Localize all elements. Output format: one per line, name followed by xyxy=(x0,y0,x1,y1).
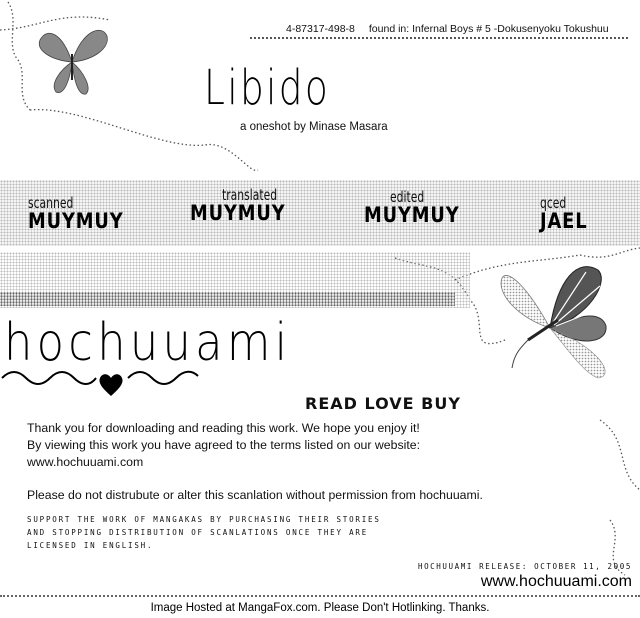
footer-website-link[interactable]: www.hochuuami.com xyxy=(480,573,632,590)
notice-paragraph: Please do not distrubute or alter this scanlation without permission from hochuuami. xyxy=(27,488,483,502)
page-title: Libido xyxy=(204,60,331,116)
footer-divider xyxy=(0,595,640,597)
credit-role: scanned xyxy=(28,194,74,212)
credit-edited xyxy=(364,188,476,227)
website-link[interactable]: www.hochuuami.com xyxy=(27,455,144,469)
body-line: Thank you for downloading and reading this work. We hope you enjoy it! xyxy=(27,421,420,435)
slogan: READ LOVE BUY xyxy=(305,394,461,413)
credit-name: MUYMUY xyxy=(28,209,124,233)
page-subtitle: a oneshot by Minase Masara xyxy=(240,121,388,133)
credit-name: MUYMUY xyxy=(364,203,460,227)
credit-name: JAEL xyxy=(540,209,588,233)
release-date: HOCHUUAMI RELEASE: OCTOBER 11, 2005 xyxy=(417,562,632,571)
support-line: LICENSED IN ENGLISH. xyxy=(27,541,154,550)
support-notice xyxy=(27,513,381,552)
credit-qced xyxy=(540,194,596,233)
credit-role: edited xyxy=(390,188,425,206)
credit-scanned xyxy=(28,194,140,233)
thanks-paragraph xyxy=(27,420,497,471)
credit-translated xyxy=(190,186,302,225)
heart-icon xyxy=(98,372,124,398)
found-in: found in: Infernal Boys # 5 -Dokusenyoku Tokushuu xyxy=(368,23,609,35)
butterfly-small-icon xyxy=(32,22,112,102)
body-line: By viewing this work you have agreed to the terms listed on our website: xyxy=(27,438,421,452)
group-logo: hochuuami xyxy=(4,313,292,373)
credit-name: MUYMUY xyxy=(190,201,286,225)
hosted-notice: Image Hosted at MangaFox.com. Please Don't Hotlinking. Thanks. xyxy=(150,602,490,614)
credit-role: translated xyxy=(222,186,278,204)
support-line: SUPPORT THE WORK OF MANGAKAS BY PURCHASING THEIR STORIES xyxy=(27,515,381,524)
dot-band-dark xyxy=(0,292,455,306)
credit-role: qced xyxy=(540,194,567,212)
isbn: 4-87317-498-8 xyxy=(286,23,355,35)
butterfly-large-icon xyxy=(488,258,638,408)
support-line: AND STOPPING DISTRIBUTION OF SCANLATIONS ONCE THEY ARE xyxy=(27,528,369,537)
credits-band xyxy=(0,180,640,246)
